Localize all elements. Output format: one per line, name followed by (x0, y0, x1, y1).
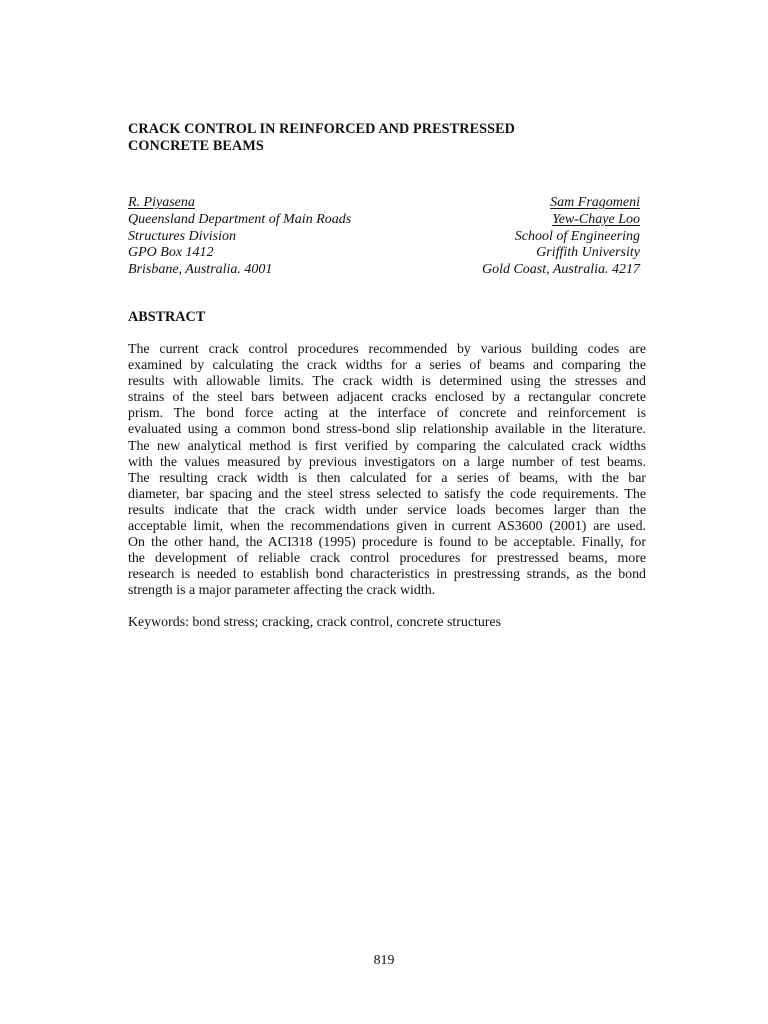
title-line-1: CRACK CONTROL IN REINFORCED AND PRESTRESSED (128, 121, 516, 137)
abstract-line: with the values measured by previous investigators on a large number of test beams. (128, 454, 646, 470)
affiliation-line: Queensland Department of Main Roads (128, 211, 352, 227)
affiliation-line: School of Engineering (514, 228, 640, 244)
affiliation-line: Brisbane, Australia. 4001 (128, 262, 273, 278)
abstract-line: strength is a major parameter affecting the crack width. (128, 583, 436, 599)
author-name-loo: Yew-Chaye Loo (552, 211, 640, 227)
affiliation-line: Structures Division (128, 228, 236, 244)
abstract-line: results with allowable limits. The crack width is determined using the stresses and (128, 374, 646, 390)
abstract-line: examined by calculating the crack widths for a series of beams and comparing the (128, 358, 646, 374)
abstract-line: The current crack control procedures recommended by various building codes are (128, 342, 646, 357)
abstract-line: The resulting crack width is then calculated for a series of beams, with the bar (128, 470, 646, 486)
page-number: 819 (373, 953, 395, 968)
author-name-fragomeni: Sam Fragomeni (550, 195, 640, 210)
abstract-line: prism. The bond force acting at the interface of concrete and reinforcement is (128, 406, 646, 422)
abstract-line: acceptable limit, when the recommendations given in current AS3600 (2001) are used. (128, 519, 646, 535)
abstract-line: On the other hand, the ACI318 (1995) procedure is found to be acceptable. Finally, for (128, 535, 646, 551)
abstract-heading: ABSTRACT (128, 309, 206, 325)
abstract-line: the development of reliable crack control procedures for prestressed beams, more (128, 551, 646, 567)
abstract-line: research is needed to establish bond characteristics in prestressing strands, as the bond (128, 567, 646, 583)
affiliation-line: Griffith University (536, 245, 640, 261)
title-line-2: CONCRETE BEAMS (128, 138, 264, 154)
abstract-body (128, 342, 646, 600)
author-affiliation-right (482, 195, 640, 279)
affiliation-line: Gold Coast, Australia. 4217 (481, 262, 640, 278)
paper-title (128, 121, 648, 155)
abstract-line: strains of the steel bars between adjacent cracks enclosed by a rectangular concrete (128, 390, 646, 406)
keywords-line: Keywords: bond stress; cracking, crack control, concrete structures (128, 615, 501, 630)
abstract-line: evaluated using a common bond stress-bond slip relationship available in the literature. (128, 422, 646, 438)
author-affiliation-left (128, 195, 351, 279)
abstract-line: diameter, bar spacing and the steel stress selected to satisfy the code requirements. The (128, 486, 646, 502)
abstract-line: The new analytical method is first verified by comparing the calculated crack widths (128, 438, 646, 454)
author-name-piyasena: R. Piyasena (128, 195, 195, 210)
abstract-line: results indicate that the crack width under service loads becomes larger than the (128, 502, 646, 518)
affiliation-line: GPO Box 1412 (128, 245, 214, 261)
